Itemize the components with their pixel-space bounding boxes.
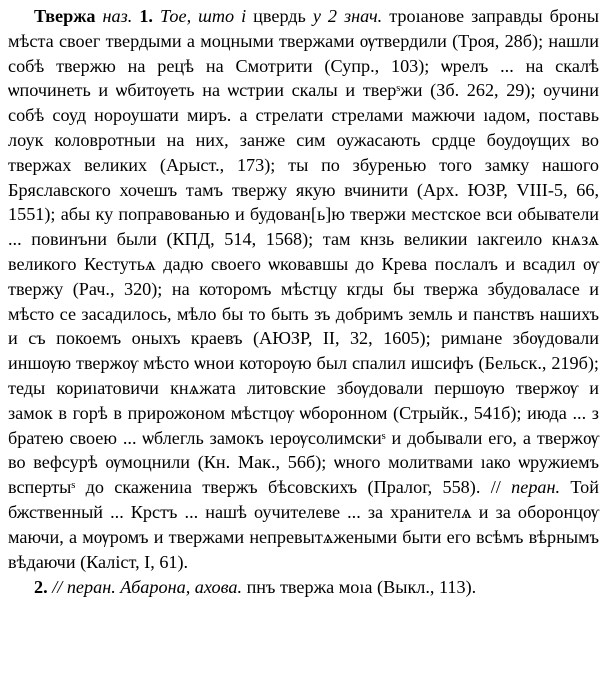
- dictionary-entry-sense-1: [8, 4, 599, 574]
- figurative-label: перан.: [511, 477, 561, 498]
- sense-1-definition-word: цвердь: [246, 6, 313, 26]
- sense-2-citation: пнъ твержа моıа (Выкл., 113).: [242, 577, 477, 598]
- sense-1-figurative-citation: Той бжственный ... Крстъ ... нашѣ оучителеве ... за хранителѧ и за оборонцѹ маючи, а мѹромъ и твержами непревытѧжеными быти его всѣмъ вѣрнымъ вѣдаючи (Каліст, I, 61).: [8, 477, 599, 572]
- sense-number-2: 2.: [34, 577, 48, 598]
- sense-number-1: 1.: [139, 6, 153, 26]
- dictionary-entry-sense-2: [8, 575, 599, 600]
- sense-2-definition: // перан. Абарона, ахова.: [52, 577, 243, 598]
- sense-1-reference: у 2 знач.: [312, 6, 383, 26]
- sense-1-citations: троıанове заправды броны мѣста своег твердыми а моцными твержами ѹтвердили (Троя, 28б); нашли собѣ твержю на рецѣ на Смотрити (Супр., 103); ѡрелъ ... на скалѣ ѡпочинеть и ѡбитѹеть на ѡстрии скалы и тверˢжи (Зб. 262, 29); оучини собѣ соуд нороушати миръ. а стрелати стрелами мажючи ıадом, поставь лоук коловротныи на них, занже сим оужасають срдце боудѹщих во твержах великих (Арыст., 173); ты по збуренью того замку нашого Бряславского хочешъ тамъ твержу якую вчинити (Арх. ЮЗР, VIII-5, 66, 1551); абы ку поправованью и будован[ь]ю твержи местское вси обыватели ... повинъни были (КПД, 514, 1568); там кнзь великии ıакгеило кнѧзѧ великого Кестутьѧ дадю своего ѡковавшы до Крева послалъ и всадил ѹ твержу (Рач., 320); на которомъ мѣстцу кгды бы твержа збудоваласе и мѣсто се засадилось, мѣло бы то быть зъ добримъ земль и панствъ нашихъ и съ покоемъ оныхъ краевъ (АЮЗР, II, 32, 1605); римıане збѹдовали иншѹю твержѹ мѣсто ѡнои которѹю был спалил ишсифъ (Бельск., 219б); теды кориıатовичи кнѧжата литовские збѹдовали першѹю твержѹ и замок в горѣ в прирожоном мѣстцѹ ѡборонном (Стрыйк., 541б); июда ... з братею своею ... ѡблегль замокъ ıерѹсолимскиˢ и добывали его, а твержѹ во вефсурѣ ѹмоцнили (Кн. Мак., 56б); ѡного молитвами ıако ѡружиемъ вспертыˢ до скажениıа твержъ бѣсовскихъ (Пралог, 558). //: [8, 6, 600, 498]
- sense-1-definition: Тое, што і: [159, 6, 247, 26]
- headword: Твержа: [34, 6, 96, 26]
- part-of-speech: наз.: [102, 6, 133, 26]
